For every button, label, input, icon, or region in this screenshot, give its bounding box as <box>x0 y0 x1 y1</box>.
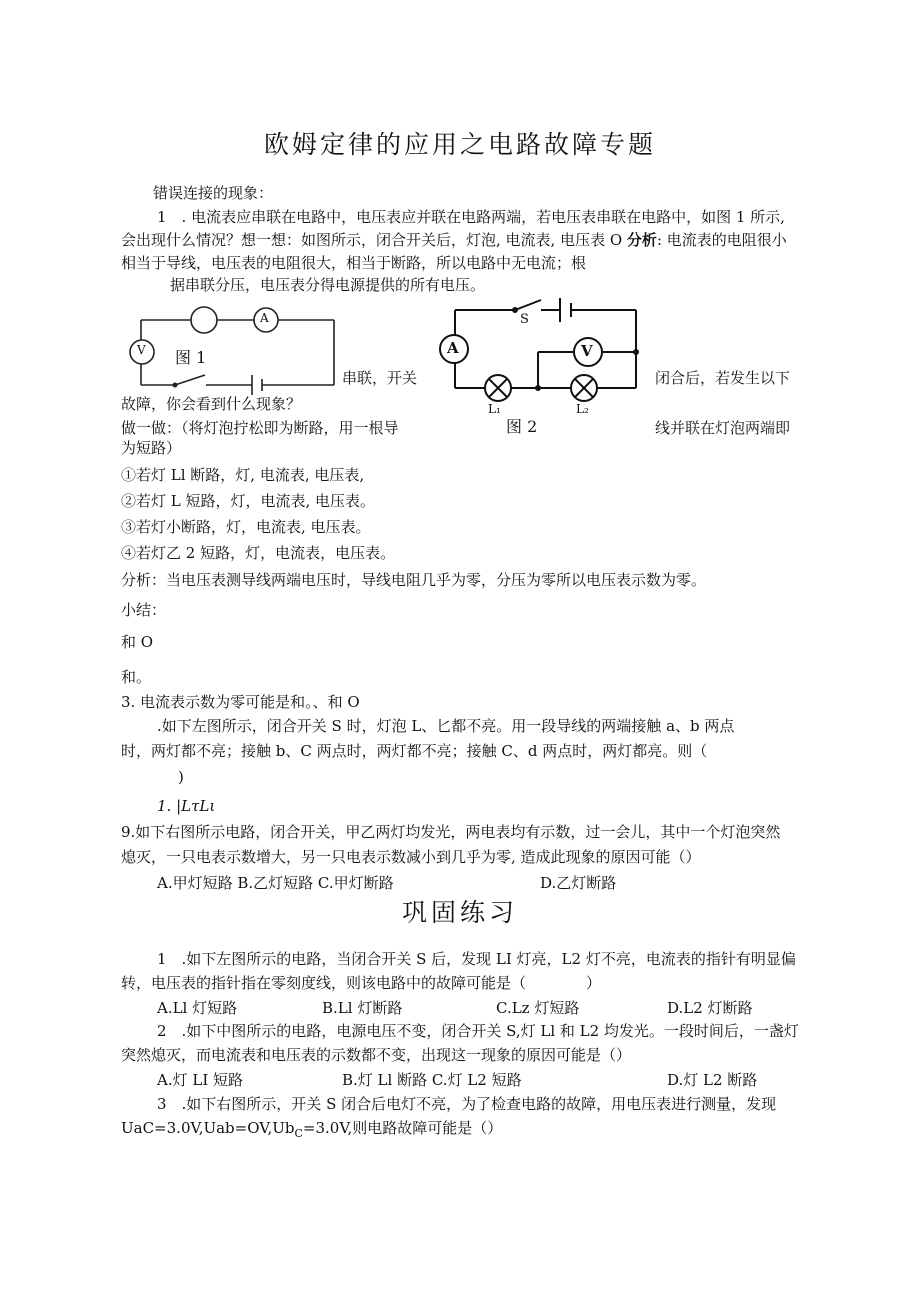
p2-line-1-left: 串联，开关 <box>342 369 418 387</box>
exercise-1-option-c: C.Lz 灯短路 <box>496 999 580 1017</box>
summary-line-3: 3. 电流表示数为零可能是和。、和 O <box>121 693 360 711</box>
intro-heading: 错误连接的现象： <box>153 184 274 202</box>
ammeter-label: A <box>260 311 269 325</box>
intro-line-1: 1 . 电流表应串联在电路中，电压表应并联在电路两端，若电压表串联在电路中，如图 1 所示, <box>157 208 785 226</box>
exercise-2-line-1: 2 .如下中图所示的电路，电源电压不变，闭合开关 S,灯 Ll 和 L2 均发光。一段时间后，一盏灯 <box>157 1022 799 1040</box>
lamp-l1-symbol <box>485 375 511 401</box>
exercise-1-option-a: A.Ll 灯短路 <box>157 999 238 1017</box>
exercise-2-option-d: D.灯 L2 断路 <box>667 1071 758 1089</box>
switch-label: S <box>520 312 529 327</box>
ammeter-label-2: A <box>447 339 459 357</box>
fault-item-4: ④若灯乙 2 短路，灯，电流表，电压表。 <box>121 544 396 562</box>
analysis-label: 分析 <box>626 231 657 249</box>
exercise-2-option-a: A.灯 LI 短路 <box>157 1071 244 1089</box>
figure-2-label: 图 2 <box>506 417 538 436</box>
analysis-text: 分析：当电压表测导线两端电压时，导线电阻几乎为零，分压为零所以电压表示数为零。 <box>121 571 707 589</box>
question-9-line-2: 熄灭，一只电表示数增大，另一只电表示数减小到几乎为零, 造成此现象的原因可能（） <box>121 848 701 866</box>
lamp-l1-label: L₁ <box>488 402 501 416</box>
question-a-line-2: 时，两灯都不亮；接触 b、C 两点时，两灯都不亮；接触 C、d 两点时，两灯都亮。则（ <box>121 742 708 760</box>
lamp-l2-label: L₂ <box>576 402 589 416</box>
summary-line-1: 和 O <box>121 633 154 651</box>
summary-heading: 小结： <box>121 601 167 619</box>
summary-line-2: 和。 <box>121 668 152 686</box>
exercise-3-line-2-b: =3.0V,则电路故障可能是（） <box>302 1119 503 1137</box>
section-heading: 巩固练习 <box>401 898 518 927</box>
question-a-line-3: ) <box>178 768 184 786</box>
exercise-2-option-bc: B.灯 Ll 断路 C.灯 L2 短路 <box>342 1071 522 1089</box>
p2-line-3-left: 做一做：（将灯泡拧松即为断路，用一根导 <box>121 419 399 437</box>
exercise-3-line-2-a: UaC=3.0V,Uab=OV,Ub <box>121 1119 295 1137</box>
question-9-options-abc: A.甲灯短路 B.乙灯短路 C.甲灯断路 <box>157 874 394 892</box>
exercise-1-option-b: B.Ll 灯断路 <box>322 999 403 1017</box>
p2-line-2-left: 故障，你会看到什么现象？ <box>121 395 302 413</box>
exercise-2-line-2: 突然熄灭，而电流表和电压表的示数都不变，出现这一现象的原因可能是（） <box>121 1046 632 1064</box>
fault-item-1: ①若灯 Ll 断路，灯, 电流表, 电压表, <box>121 466 365 484</box>
intro-line-3: 相当于导线，电压表的电阻很大，相当于断路，所以电路中无电流；根 <box>121 254 587 272</box>
p2-line-1-right: 闭合后，若发生以下 <box>655 369 791 387</box>
exercise-1-line-2: 转，电压表的指针指在零刻度线，则该电路中的故障可能是（ ） <box>121 974 602 992</box>
exercise-1-line-1: 1 .如下左图所示的电路，当闭合开关 S 后，发现 LI 灯亮，L2 灯不亮，电流表的指针有明显偏 <box>157 950 796 968</box>
intro-line-2-c: : 电流表的电阻很小 <box>656 231 787 249</box>
lamp-l2-symbol <box>571 375 597 401</box>
p2-line-3-right: 线并联在灯泡两端即 <box>655 419 791 437</box>
page-title: 欧姆定律的应用之电路故障专题 <box>263 130 656 159</box>
exercise-1-option-d: D.L2 灯断路 <box>667 999 753 1017</box>
exercise-3-line-1: 3 .如下右图所示，开关 S 闭合后电灯不亮，为了检查电路的故障，用电压表进行测量，发现 <box>157 1095 777 1113</box>
question-9-line-1: 9.如下右图所示电路，闭合开关，甲乙两灯均发光，两电表均有示数，过一会儿，其中一个灯泡突然 <box>121 823 781 841</box>
p2-line-4: 为短路） <box>121 439 182 457</box>
voltmeter-label-2: V <box>581 342 593 360</box>
question-a-line-4: 1. |LτLι <box>157 797 216 815</box>
voltmeter-label: V <box>137 343 146 357</box>
fault-item-3: ③若灯小断路，灯，电流表, 电压表。 <box>121 518 371 536</box>
intro-line-4: 据串联分压，电压表分得电源提供的所有电压。 <box>170 276 486 294</box>
question-9-option-d: D.乙灯断路 <box>540 874 617 892</box>
fault-item-2: ②若灯 L 短路，灯，电流表, 电压表。 <box>121 492 376 510</box>
exercise-3-line-2 <box>121 1118 502 1144</box>
question-a-line-1: .如下左图所示，闭合开关 S 时，灯泡 L、匕都不亮。用一段导线的两端接触 a、b 两点 <box>157 717 735 735</box>
exercise-3-subscript: C <box>294 1127 303 1140</box>
figure-1-label: 图 1 <box>175 348 207 367</box>
intro-line-2-a: 会出现什么情况？想一想：如图所示，闭合开关后，灯泡, 电流表, 电压表 O <box>121 231 627 249</box>
